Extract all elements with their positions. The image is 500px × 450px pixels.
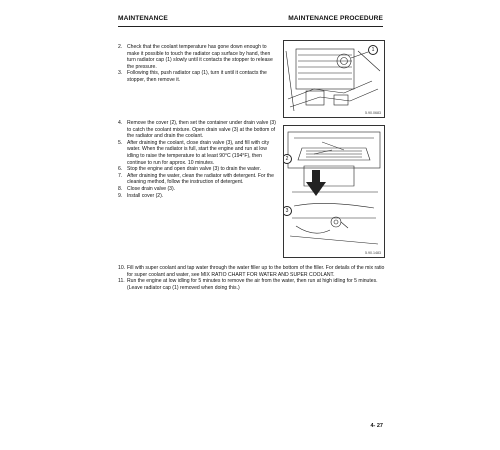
section-header: MAINTENANCE xyxy=(118,15,168,22)
step-item xyxy=(118,44,276,70)
step-item xyxy=(118,265,388,278)
step-item xyxy=(118,166,276,173)
step-text: Following this, push radiator cap (1), turn it until it contacts the stopper, then remove it. xyxy=(127,70,267,83)
step-number: 6. xyxy=(118,166,123,173)
drain-valve-illustration xyxy=(284,126,384,257)
callout-drain-valve: 3 xyxy=(283,206,292,216)
step-text: Install cover (2). xyxy=(127,192,164,199)
step-item xyxy=(118,173,276,186)
step-text: Check that the coolant temperature has gone down enough to make it possible to touch the radiator cap surface by hand, then turn radiator cap (1) slowly until it contacts the stopper to release the pressure. xyxy=(127,44,273,70)
step-text: Close drain valve (3). xyxy=(127,185,176,192)
step-number: 8. xyxy=(118,185,123,192)
figure-radiator-cap xyxy=(283,40,385,118)
step-text: Stop the engine and open drain valve (3) to drain the water. xyxy=(127,166,261,173)
step-number: 9. xyxy=(118,192,123,199)
step-item xyxy=(118,70,276,83)
callout-cover: 2 xyxy=(283,154,292,164)
step-text: Remove the cover (2), then set the container under drain valve (3) to catch the coolant mixture. Open drain valve (3) at the bottom of the radiator and drain the coolant. xyxy=(127,120,276,140)
figure-code: 5.90.0683 xyxy=(365,111,381,115)
step-number: 5. xyxy=(118,139,123,146)
step-text: After draining the water, clean the radiator with detergent. For the cleaning method, follow the instruction of detergent. xyxy=(127,172,274,186)
step-item xyxy=(118,120,276,140)
page-number: 4- 27 xyxy=(370,423,383,429)
step-number: 11. xyxy=(118,278,125,285)
steps-list-b xyxy=(118,120,276,199)
step-item xyxy=(118,278,388,291)
step-text: Run the engine at low idling for 5 minutes to remove the air from the water, then run at high idling for 5 minutes. (Leave radiator cap (1) removed when doing this.) xyxy=(127,278,378,291)
step-text: Fill with super coolant and tap water through the water filler up to the bottom of the filler. For details of the mix ratio for super coolant and water, see MIX RATIO CHART FOR WATER AND SUPER COOLANT. xyxy=(127,265,385,278)
step-text: After draining the coolant, close drain valve (3), and fill with city water. When the radiator is full, start the engine and run at low idling to raise the temperature to at least 90°C (194°F), then continue to run for approx. 10 minutes. xyxy=(127,139,270,166)
step-item xyxy=(118,186,276,193)
header-rule xyxy=(118,26,383,27)
step-number: 4. xyxy=(118,120,123,126)
figure-code: 5.90.1483 xyxy=(365,251,381,255)
callout-radiator-cap: 1 xyxy=(368,45,378,55)
figure-drain-valve xyxy=(283,125,385,258)
steps-list-a xyxy=(118,44,276,84)
step-item xyxy=(118,193,276,200)
steps-list-c xyxy=(118,265,388,291)
step-number: 7. xyxy=(118,172,123,179)
step-number: 2. xyxy=(118,44,123,50)
step-item xyxy=(118,140,276,166)
step-number: 3. xyxy=(118,70,123,77)
chapter-header: MAINTENANCE PROCEDURE xyxy=(288,15,383,22)
step-number: 10. xyxy=(118,265,126,271)
